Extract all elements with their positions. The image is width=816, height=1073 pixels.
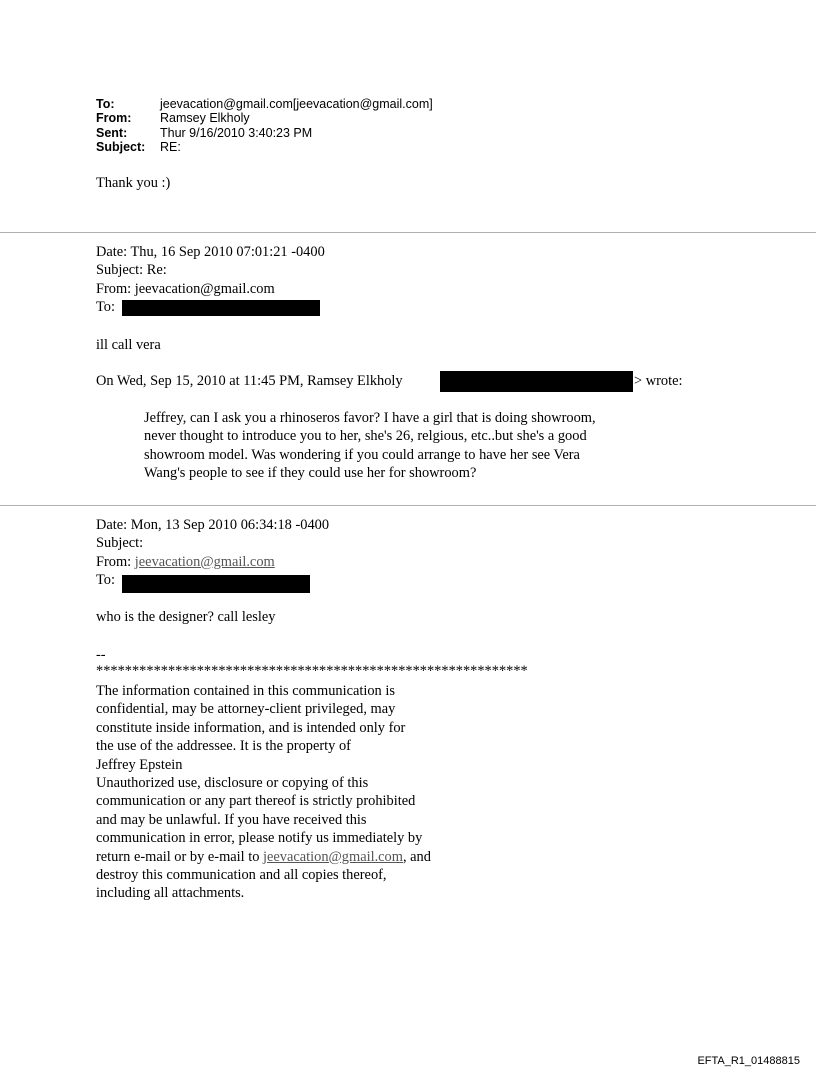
sent-label: Sent:	[96, 125, 128, 140]
redaction-box	[122, 575, 310, 593]
disclaimer-email-suffix: , and	[402, 848, 431, 865]
disclaimer-line: and may be unlawful. If you have received this	[96, 811, 367, 828]
message2-from: From: jeevacation@gmail.com	[96, 280, 275, 297]
message3-body: who is the designer? call lesley	[96, 609, 276, 625]
disclaimer-line: communication in error, please notify us immediately by	[96, 830, 423, 847]
message3-from	[96, 553, 329, 571]
to-value: jeevacation@gmail.com[jeevacation@gmail.com]	[160, 97, 433, 111]
disclaimer-line: constitute inside information, and is intended only for	[96, 719, 406, 736]
to-label: To:	[96, 97, 115, 111]
header-subject-row	[96, 140, 433, 154]
message2-to-label: To:	[96, 299, 115, 316]
message3-to-label: To:	[96, 572, 115, 589]
divider-2	[0, 505, 816, 506]
reply-body: Thank you :)	[96, 175, 171, 191]
disclaimer-email-link[interactable]: jeevacation@gmail.com	[263, 848, 403, 865]
header-sent-row	[96, 126, 433, 140]
disclaimer	[96, 682, 431, 903]
message3-subject: Subject:	[96, 535, 144, 552]
redaction-box	[122, 300, 320, 316]
email-header	[96, 97, 433, 154]
disclaimer-line: the use of the addressee. It is the property of	[96, 738, 351, 755]
quoted-message	[144, 409, 596, 483]
message3-date: Date: Mon, 13 Sep 2010 06:34:18 -0400	[96, 517, 330, 533]
quote-intro-prefix: On Wed, Sep 15, 2010 at 11:45 PM, Ramsey Elkholy	[96, 373, 403, 389]
quote-line: Jeffrey, can I ask you a rhinoseros favor? I have a girl that is doing showroom,	[144, 410, 596, 426]
disclaimer-email-prefix: return e-mail or by e-mail to	[96, 848, 264, 865]
quote-line: showroom model. Was wondering if you could arrange to have her see Vera	[144, 446, 580, 463]
disclaimer-line: including all attachments.	[96, 885, 245, 902]
message2-date: Date: Thu, 16 Sep 2010 07:01:21 -0400	[96, 244, 325, 260]
disclaimer-line: Unauthorized use, disclosure or copying of this	[96, 774, 369, 791]
message2-body: ill call vera	[96, 337, 161, 353]
quote-line: never thought to introduce you to her, she's 26, relgious, etc..but she's a good	[144, 428, 587, 445]
message3-from-email-link[interactable]: jeevacation@gmail.com	[134, 553, 275, 570]
disclaimer-line: Jeffrey Epstein	[96, 756, 183, 773]
disclaimer-line: destroy this communication and all copies thereof,	[96, 866, 387, 883]
header-from-row	[96, 111, 433, 125]
signature-stars: ************************************************************	[96, 663, 528, 679]
signature-dashes: --	[96, 647, 106, 663]
header-to-row	[96, 97, 433, 111]
disclaimer-line: The information contained in this communication is	[96, 683, 395, 699]
divider-1	[0, 232, 816, 233]
message2-subject: Subject: Re:	[96, 262, 167, 279]
subject-value: RE:	[160, 139, 181, 154]
sent-value: Thur 9/16/2010 3:40:23 PM	[160, 125, 313, 140]
disclaimer-line: communication or any part thereof is strictly prohibited	[96, 793, 416, 810]
disclaimer-line	[96, 848, 431, 866]
quote-intro-suffix: > wrote:	[634, 373, 683, 389]
disclaimer-line: confidential, may be attorney-client privileged, may	[96, 701, 396, 718]
from-value: Ramsey Elkholy	[160, 111, 250, 126]
redaction-box	[440, 371, 633, 392]
subject-label: Subject:	[96, 139, 146, 154]
quote-line: Wang's people to see if they could use her for showroom?	[144, 465, 477, 482]
document-id: EFTA_R1_01488815	[697, 1055, 800, 1067]
message3-from-label: From:	[96, 553, 132, 570]
from-label: From:	[96, 111, 132, 126]
